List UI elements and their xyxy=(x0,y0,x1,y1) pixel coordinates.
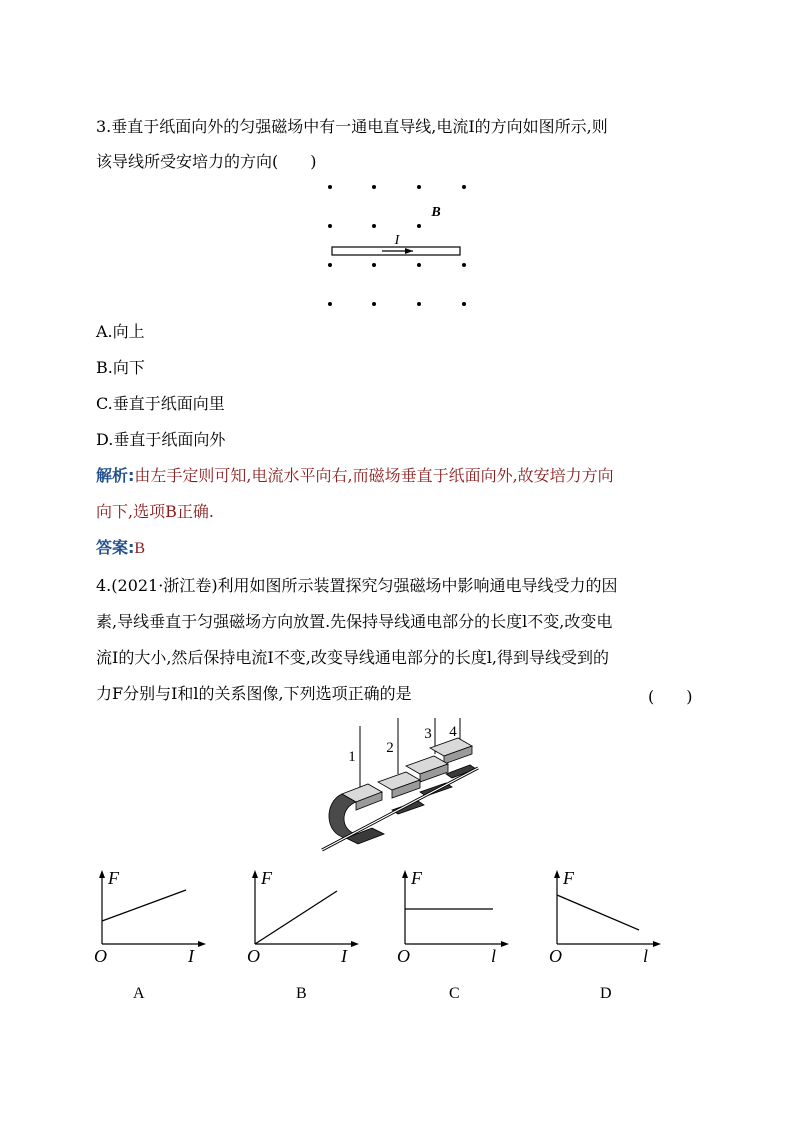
graph-b-y-label: F xyxy=(261,868,272,888)
graph-b xyxy=(243,862,373,1012)
graph-b-line xyxy=(255,891,337,944)
apparatus-label-4: 4 xyxy=(449,724,457,740)
magnet-apparatus-figure xyxy=(310,716,490,856)
graph-a-y-label: F xyxy=(108,868,119,888)
graph-a-x-label: I xyxy=(188,946,194,966)
apparatus-label-1: 1 xyxy=(348,749,356,765)
graph-b-letter: B xyxy=(296,985,307,1002)
graph-a-letter: A xyxy=(133,985,145,1002)
q3-analysis-line1 xyxy=(96,466,614,486)
apparatus-label-3: 3 xyxy=(424,726,432,742)
q3-option-a: A.向上 xyxy=(96,322,145,341)
graph-d-origin: O xyxy=(549,946,562,966)
graph-d-line xyxy=(557,895,639,930)
arrow-head-icon xyxy=(405,248,413,254)
magnetic-field-figure xyxy=(320,178,480,313)
graph-a xyxy=(90,862,220,1012)
analysis-text: 由左手定则可知,电流水平向右,而磁场垂直于纸面向外,故安培力方向 xyxy=(134,466,614,485)
q4-line1: 4.(2021·浙江卷)利用如图所示装置探究匀强磁场中影响通电导线受力的因 xyxy=(96,576,618,595)
graph-b-origin: O xyxy=(247,946,260,966)
q3-answer xyxy=(96,538,145,559)
q3-line1: 3.垂直于纸面向外的匀强磁场中有一通电直导线,电流I的方向如图所示,则 xyxy=(96,117,608,136)
answer-label: 答案: xyxy=(96,538,135,557)
q4-line3: 流I的大小,然后保持电流I不变,改变导线通电部分的长度l,得到导线受到的 xyxy=(96,648,610,667)
q3-option-d: D.垂直于纸面向外 xyxy=(96,430,226,449)
x-arrow-icon xyxy=(198,941,206,947)
q3-analysis-line2: 向下,选项B正确. xyxy=(96,502,214,521)
graph-a-line xyxy=(102,890,186,921)
q4-line4: 力F分别与I和l的关系图像,下列选项正确的是 xyxy=(96,684,412,703)
graph-d-letter: D xyxy=(600,985,612,1002)
graph-d-y-label: F xyxy=(563,868,574,888)
graph-d-x-label: l xyxy=(643,946,649,966)
graph-c-plot xyxy=(393,862,523,952)
y-arrow-icon xyxy=(99,870,105,878)
graph-a-plot xyxy=(90,862,220,952)
fig-label-I: I xyxy=(394,233,400,248)
answer-value: B xyxy=(134,540,146,557)
graph-b-x-label: I xyxy=(341,946,347,966)
graph-d-plot xyxy=(545,862,675,952)
graph-a-origin: O xyxy=(94,946,107,966)
graph-c-x-label: l xyxy=(491,946,497,966)
graph-c-letter: C xyxy=(449,985,460,1002)
graph-c xyxy=(393,862,523,1012)
q3-option-c: C.垂直于纸面向里 xyxy=(96,394,225,413)
y-arrow-icon xyxy=(554,870,560,878)
x-arrow-icon xyxy=(653,941,661,947)
analysis-label: 解析: xyxy=(96,466,135,485)
fig-label-B: B xyxy=(431,205,441,220)
graph-c-y-label: F xyxy=(411,868,422,888)
graph-c-origin: O xyxy=(397,946,410,966)
q4-line2: 素,导线垂直于匀强磁场方向放置.先保持导线通电部分的长度l不变,改变电 xyxy=(96,612,613,631)
q4-answer-paren: ( ) xyxy=(648,687,693,706)
y-arrow-icon xyxy=(402,870,408,878)
q3-line2: 该导线所受安培力的方向( ) xyxy=(96,152,317,171)
y-arrow-icon xyxy=(252,870,258,878)
graph-d xyxy=(545,862,675,1012)
x-arrow-icon xyxy=(351,941,359,947)
q3-option-b: B.向下 xyxy=(96,358,145,377)
x-arrow-icon xyxy=(501,941,509,947)
graph-b-plot xyxy=(243,862,373,952)
apparatus-label-2: 2 xyxy=(386,740,394,756)
